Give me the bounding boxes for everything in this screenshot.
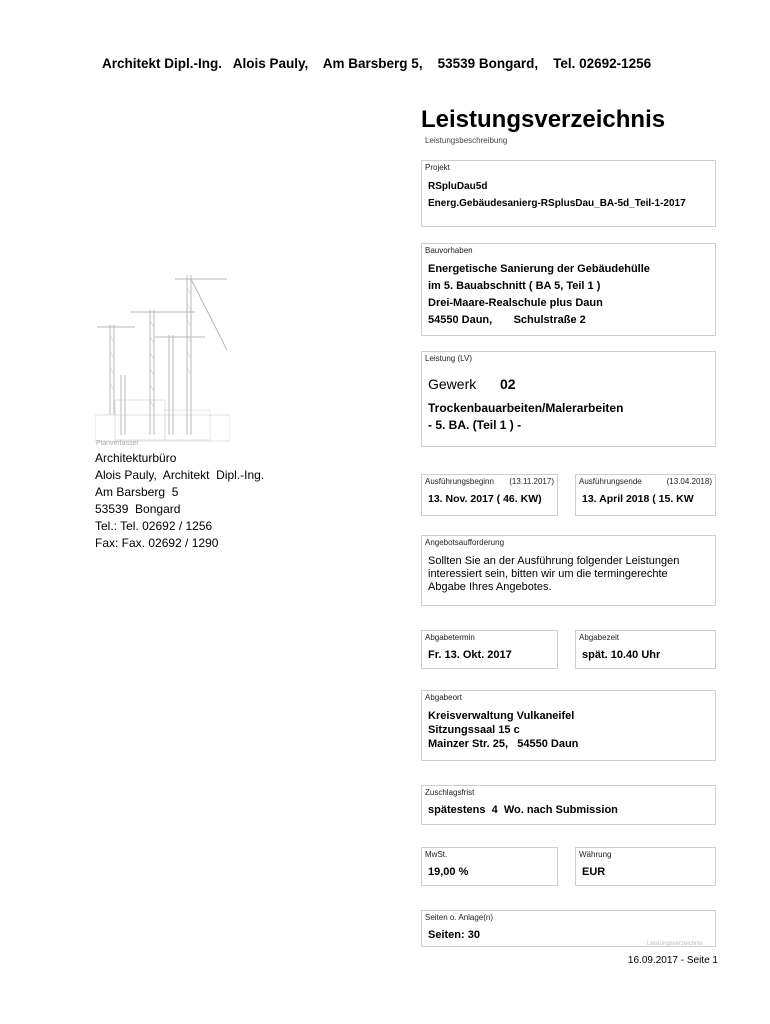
projekt-code: RSpluDau5d — [428, 181, 488, 192]
gewerk-number: 02 — [500, 376, 516, 392]
office-line: Am Barsberg 5 — [95, 485, 179, 499]
ausfuehrungsende-box — [575, 474, 716, 516]
abgabeort-box — [421, 690, 716, 761]
angebotsaufforderung-text — [428, 555, 679, 594]
document-subtitle: Leistungsbeschreibung — [425, 136, 508, 145]
projekt-label: Projekt — [425, 163, 450, 172]
office-line: Architekturbüro — [95, 451, 177, 465]
angebot-text-line: Sollten Sie an der Ausführung folgender Leistungen — [428, 555, 680, 567]
seiten-value: Seiten: 30 — [428, 929, 480, 941]
abgabezeit-box — [575, 630, 716, 669]
waehrung-box — [575, 847, 716, 886]
bauvorhaben-line: Energetische Sanierung der Gebäudehülle — [428, 263, 650, 275]
ausfuehrungsende-label: Ausführungsende — [579, 477, 642, 486]
gewerk-label: Gewerk — [428, 376, 477, 392]
office-line: Tel.: Tel. 02692 / 1256 — [95, 519, 213, 533]
footer-doc-type: Leistungsverzeichnis — [647, 941, 703, 947]
office-line: Alois Pauly, Architekt Dipl.-Ing. — [95, 468, 265, 482]
ausfuehrungsende-date: (13.04.2018) — [666, 477, 712, 486]
office-address — [95, 450, 264, 552]
bauvorhaben-box — [421, 243, 716, 336]
abgabeort-line: Kreisverwaltung Vulkaneifel — [428, 710, 575, 722]
ausfuehrungsende-value: 13. April 2018 ( 15. KW — [582, 493, 694, 505]
angebot-text-line: interessiert sein, bitten wir um die termingerechte — [428, 568, 668, 580]
ausfuehrungsbeginn-date: (13.11.2017) — [509, 477, 554, 486]
document-title: Leistungsverzeichnis — [421, 106, 666, 133]
bauvorhaben-line: 54550 Daun, Schulstraße 2 — [428, 314, 586, 326]
projekt-box — [421, 160, 716, 227]
angebotsaufforderung-label: Angebotsaufforderung — [425, 538, 505, 547]
abgabeort-line: Mainzer Str. 25, 54550 Daun — [428, 738, 579, 750]
waehrung-label: Währung — [579, 850, 612, 859]
leistung-label: Leistung (LV) — [425, 354, 472, 363]
construction-cranes-illustration — [95, 265, 230, 443]
abgabeort-label: Abgabeort — [425, 693, 462, 702]
leistung-line: Trockenbauarbeiten/Malerarbeiten — [428, 401, 624, 415]
office-line: Fax: Fax. 02692 / 1290 — [95, 536, 219, 550]
bauvorhaben-line: Drei-Maare-Realschule plus Daun — [428, 297, 603, 309]
ausfuehrungsbeginn-label: Ausführungsbeginn — [425, 477, 494, 486]
leistung-line: - 5. BA. (Teil 1 ) - — [428, 418, 522, 432]
office-line: 53539 Bongard — [95, 502, 181, 516]
abgabeort-line: Sitzungssaal 15 c — [428, 724, 520, 736]
angebot-text-line: Abgabe Ihres Angebotes. — [428, 581, 552, 593]
footer-date-page: 16.09.2017 - Seite 1 — [627, 955, 718, 966]
abgabezeit-label: Abgabezeit — [579, 633, 620, 642]
angebotsaufforderung-box — [421, 535, 716, 606]
zuschlagsfrist-label: Zuschlagsfrist — [425, 788, 475, 797]
mwst-label: MwSt. — [425, 850, 448, 859]
abgabetermin-box — [421, 630, 558, 669]
waehrung-value: EUR — [582, 866, 606, 878]
mwst-box — [421, 847, 558, 886]
bauvorhaben-line: im 5. Bauabschnitt ( BA 5, Teil 1 ) — [428, 280, 601, 292]
abgabezeit-value: spät. 10.40 Uhr — [582, 649, 661, 661]
abgabetermin-value: Fr. 13. Okt. 2017 — [428, 649, 512, 661]
zuschlagsfrist-box — [421, 785, 716, 825]
ausfuehrungsbeginn-box — [421, 474, 558, 516]
letterhead: Architekt Dipl.-Ing. Alois Pauly, Am Barsberg 5, 53539 Bongard, Tel. 02692-1256 — [102, 56, 652, 71]
zuschlagsfrist-value: spätestens 4 Wo. nach Submission — [428, 804, 618, 816]
projekt-name: Energ.Gebäudesanierg-RSplusDau_BA-5d_Teil-1-2017 — [428, 198, 686, 209]
abgabetermin-label: Abgabetermin — [425, 633, 475, 642]
mwst-value: 19,00 % — [428, 866, 469, 878]
bauvorhaben-label: Bauvorhaben — [425, 246, 473, 255]
planverfasser-label: Planverfasser — [96, 440, 139, 447]
leistung-box — [421, 351, 716, 447]
seiten-label: Seiten o. Anlage(n) — [425, 913, 494, 922]
ausfuehrungsbeginn-value: 13. Nov. 2017 ( 46. KW) — [428, 493, 542, 505]
